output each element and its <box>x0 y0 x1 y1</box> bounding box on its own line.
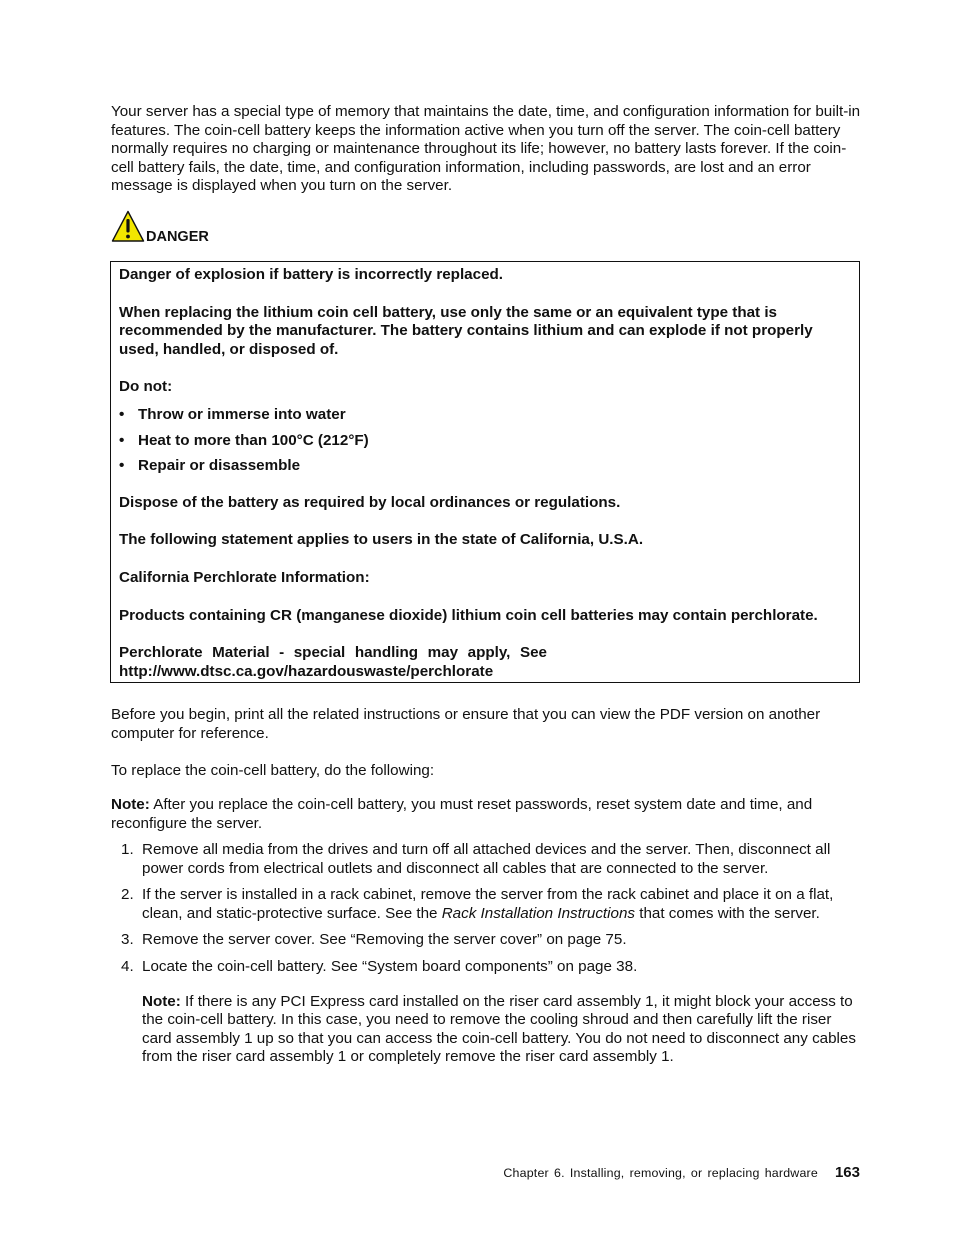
list-item-text: Repair or disassemble <box>138 457 301 475</box>
list-item: • Throw or immerse into water <box>119 405 346 423</box>
perchlorate-material-line: Perchlorate Material - special handling may apply, See <box>119 644 547 662</box>
explosion-warning: Danger of explosion if battery is incorrectly replaced. <box>119 266 504 283</box>
before-you-begin: Before you begin, print all the related instructions or ensure that you can view the PDF version on another computer for reference. <box>111 706 821 742</box>
step-4: 4. Locate the coin-cell battery. See “System board components” on page 38. <box>121 957 638 975</box>
step-3: 3. Remove the server cover. See “Removing the server cover” on page 75. <box>121 931 627 949</box>
warning-triangle-icon <box>111 210 145 243</box>
perchlorate-material <box>119 644 851 681</box>
dispose-statement: Dispose of the battery as required by local ordinances or regulations. <box>119 493 621 511</box>
california-statement: The following statement applies to users in the state of California, U.S.A. <box>119 531 644 549</box>
danger-notice-box <box>110 261 860 683</box>
list-item: • Repair or disassemble <box>119 457 301 475</box>
page-number: 163 <box>834 1164 860 1181</box>
rack-instructions-title: Rack Installation Instructions <box>441 904 636 922</box>
do-not-list <box>119 406 851 476</box>
list-item-text: Heat to more than 100°C (212°F) <box>138 431 369 449</box>
perchlorate-url: http://www.dtsc.ca.gov/hazardouswaste/perchlorate <box>119 662 494 680</box>
step-text: Remove all media from the drives and turn off all attached devices and the server. Then, disconnect all power cords from electrical outlets and disconnect all cables that are connected to the server. <box>142 841 831 877</box>
step-text: Locate the coin-cell battery. See “System board components” on page 38. <box>142 957 638 975</box>
perchlorate-products: Products containing CR (manganese dioxide) lithium coin cell batteries may contain perchlorate. <box>119 606 818 624</box>
note-text: After you replace the coin-cell battery, you must reset passwords, reset system date and time, and reconfigure the server. <box>111 796 813 832</box>
step-text: Remove the server cover. See “Removing the server cover” on page 75. <box>142 931 627 949</box>
note-label: Note: <box>111 796 150 813</box>
replacement-warning: When replacing the lithium coin cell battery, use only the same or an equivalent type that is recommended by the manufacturer. The battery contains lithium and can explode if not properly used, handled, or disposed of. <box>119 303 813 358</box>
step-1: 1. Remove all media from the drives and turn off all attached devices and the server. Then, disconnect all power cords from electrical outlets and disconnect all cables that are connected to the server. <box>121 841 831 877</box>
list-item-text: Throw or immerse into water <box>138 405 346 423</box>
do-not-heading: Do not: <box>119 378 173 396</box>
step-2: 2. If the server is installed in a rack cabinet, remove the server from the rack cabinet and place it on a flat, clean, and static-protective surface. See the Rack Installation Instructions that comes with the server. <box>121 886 834 922</box>
list-item: • Heat to more than 100°C (212°F) <box>119 431 369 449</box>
note-reset <box>111 796 861 833</box>
to-replace-intro: To replace the coin-cell battery, do the following: <box>111 762 435 779</box>
note-label: Note: <box>142 992 181 1010</box>
procedure-steps <box>111 841 861 1067</box>
perchlorate-heading: California Perchlorate Information: <box>119 568 370 586</box>
intro-paragraph: Your server has a special type of memory that maintains the date, time, and configuration information for built-in features. The coin-cell battery keeps the information active when you turn off the server. The coin-cell battery normally requires no charging or maintenance throughout its life; however, no battery lasts forever. If the coin-cell battery fails, the date, time, and configuration information, including passwords, are lost and an error message is displayed when you turn on the server. <box>111 103 861 195</box>
page-footer <box>503 1164 860 1183</box>
note-text: If there is any PCI Express card installed on the riser card assembly 1, it might block your access to the coin-cell battery. In this case, you need to remove the cooling shroud and then carefully lift the riser card assembly 1 up so that you can access the coin-cell battery. You do not need to disconnect any cables from the riser card assembly 1 or completely remove the riser card assembly 1. <box>142 992 856 1066</box>
danger-label: DANGER <box>146 229 209 245</box>
note-pci-express <box>142 993 861 1067</box>
chapter-title: Chapter 6. Installing, removing, or replacing hardware <box>503 1166 818 1180</box>
